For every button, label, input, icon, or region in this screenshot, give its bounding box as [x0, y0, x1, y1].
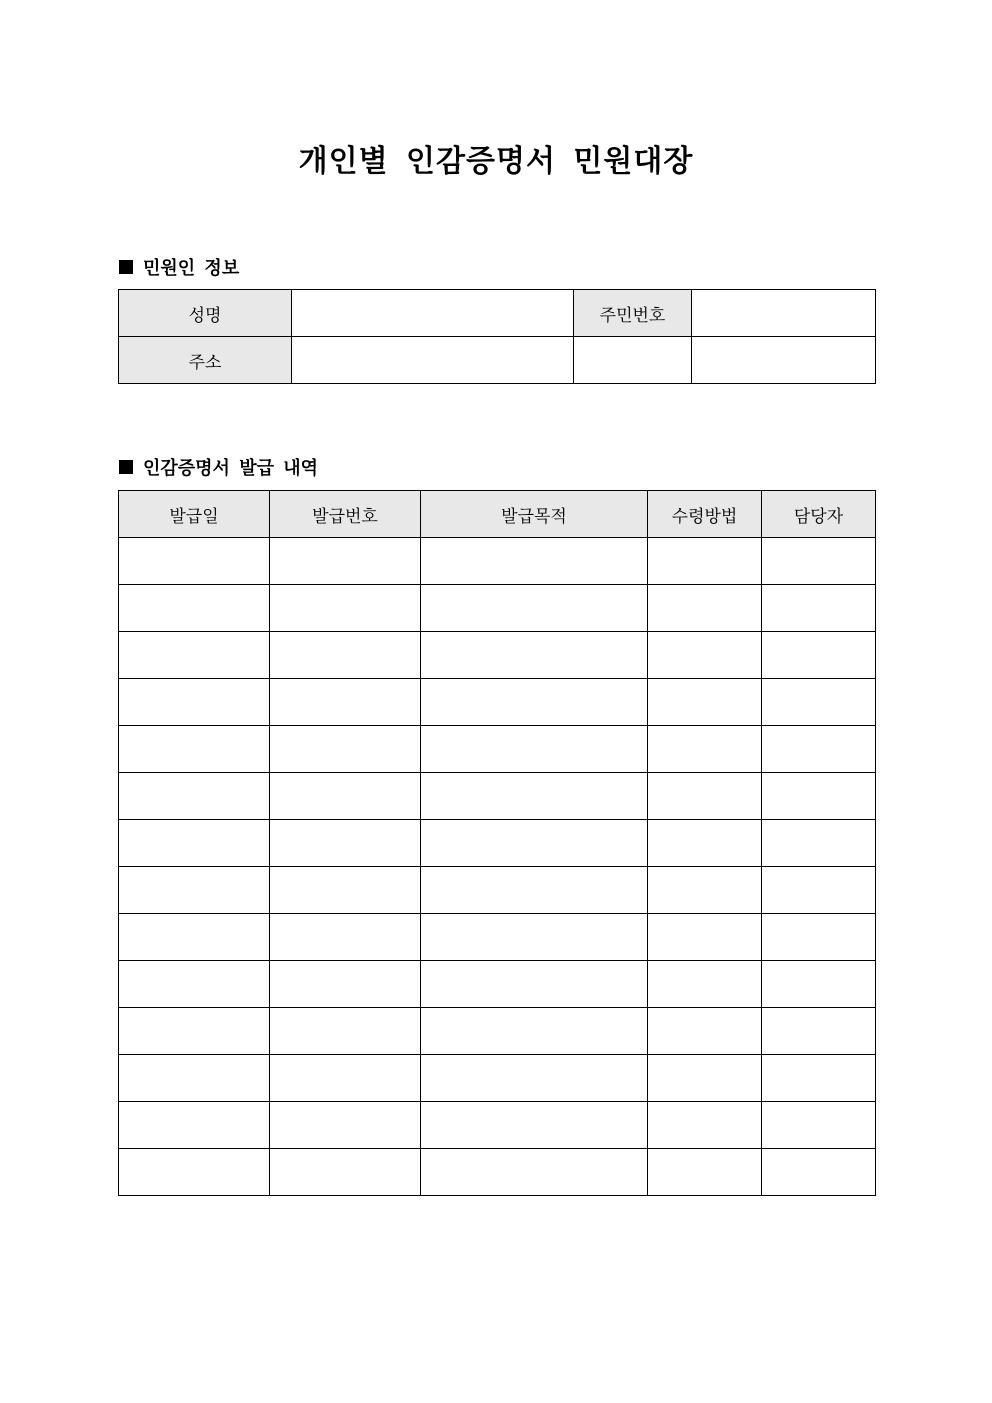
- issue-date-cell[interactable]: [119, 1008, 270, 1055]
- staff-cell[interactable]: [762, 914, 876, 961]
- staff-cell[interactable]: [762, 820, 876, 867]
- receipt-method-cell[interactable]: [648, 773, 762, 820]
- issue-number-cell[interactable]: [270, 820, 421, 867]
- staff-cell[interactable]: [762, 726, 876, 773]
- receipt-method-cell[interactable]: [648, 679, 762, 726]
- table-row: [119, 337, 876, 384]
- table-row: [119, 538, 876, 585]
- table-row: [119, 632, 876, 679]
- section-heading-issuance-label: 인감증명서 발급 내역: [143, 458, 319, 479]
- column-header-issue-number: 발급번호: [270, 491, 421, 538]
- receipt-method-cell[interactable]: [648, 726, 762, 773]
- receipt-method-cell[interactable]: [648, 538, 762, 585]
- issuance-table-body: [119, 538, 876, 1196]
- purpose-cell[interactable]: [421, 632, 648, 679]
- receipt-method-cell[interactable]: [648, 1102, 762, 1149]
- table-row: [119, 1149, 876, 1196]
- purpose-cell[interactable]: [421, 867, 648, 914]
- address-field[interactable]: [292, 337, 574, 384]
- purpose-cell[interactable]: [421, 914, 648, 961]
- issue-date-cell[interactable]: [119, 1055, 270, 1102]
- issue-number-cell[interactable]: [270, 632, 421, 679]
- issue-date-cell[interactable]: [119, 538, 270, 585]
- staff-cell[interactable]: [762, 1149, 876, 1196]
- table-row: [119, 1055, 876, 1102]
- issue-number-cell[interactable]: [270, 914, 421, 961]
- purpose-cell[interactable]: [421, 726, 648, 773]
- purpose-cell[interactable]: [421, 820, 648, 867]
- issue-date-cell[interactable]: [119, 1149, 270, 1196]
- issue-number-cell[interactable]: [270, 867, 421, 914]
- table-row: [119, 290, 876, 337]
- section-heading-applicant-label: 민원인 정보: [143, 258, 240, 279]
- name-field[interactable]: [292, 290, 574, 337]
- table-row: [119, 726, 876, 773]
- column-header-staff: 담당자: [762, 491, 876, 538]
- document-title: 개인별 인감증명서 민원대장: [298, 144, 694, 179]
- issue-number-cell[interactable]: [270, 585, 421, 632]
- issue-date-cell[interactable]: [119, 773, 270, 820]
- issue-date-cell[interactable]: [119, 726, 270, 773]
- section-heading-applicant: [119, 254, 239, 280]
- issue-date-cell[interactable]: [119, 632, 270, 679]
- issue-date-cell[interactable]: [119, 867, 270, 914]
- purpose-cell[interactable]: [421, 1008, 648, 1055]
- staff-cell[interactable]: [762, 1055, 876, 1102]
- issue-number-cell[interactable]: [270, 1008, 421, 1055]
- id-number-field[interactable]: [692, 290, 876, 337]
- table-header-row: [119, 491, 876, 538]
- issue-date-cell[interactable]: [119, 820, 270, 867]
- issue-date-cell[interactable]: [119, 585, 270, 632]
- staff-cell[interactable]: [762, 538, 876, 585]
- purpose-cell[interactable]: [421, 538, 648, 585]
- issue-number-cell[interactable]: [270, 726, 421, 773]
- table-row: [119, 679, 876, 726]
- column-header-receipt-method: 수령방법: [648, 491, 762, 538]
- purpose-cell[interactable]: [421, 585, 648, 632]
- issue-number-cell[interactable]: [270, 773, 421, 820]
- issue-number-cell[interactable]: [270, 679, 421, 726]
- id-number-label: 주민번호: [574, 290, 692, 337]
- purpose-cell[interactable]: [421, 679, 648, 726]
- issue-date-cell[interactable]: [119, 914, 270, 961]
- table-row: [119, 914, 876, 961]
- issue-date-cell[interactable]: [119, 961, 270, 1008]
- staff-cell[interactable]: [762, 679, 876, 726]
- receipt-method-cell[interactable]: [648, 632, 762, 679]
- staff-cell[interactable]: [762, 1102, 876, 1149]
- purpose-cell[interactable]: [421, 961, 648, 1008]
- staff-cell[interactable]: [762, 1008, 876, 1055]
- section-heading-issuance: [119, 454, 318, 480]
- receipt-method-cell[interactable]: [648, 914, 762, 961]
- column-header-issue-date: 발급일: [119, 491, 270, 538]
- table-row: [119, 820, 876, 867]
- issue-number-cell[interactable]: [270, 961, 421, 1008]
- issue-number-cell[interactable]: [270, 1102, 421, 1149]
- issuance-history-table: [118, 490, 876, 1196]
- issue-date-cell[interactable]: [119, 679, 270, 726]
- receipt-method-cell[interactable]: [648, 820, 762, 867]
- table-row: [119, 585, 876, 632]
- receipt-method-cell[interactable]: [648, 1008, 762, 1055]
- issue-number-cell[interactable]: [270, 538, 421, 585]
- purpose-cell[interactable]: [421, 1149, 648, 1196]
- purpose-cell[interactable]: [421, 1055, 648, 1102]
- table-row: [119, 961, 876, 1008]
- issue-number-cell[interactable]: [270, 1149, 421, 1196]
- address-label: 주소: [119, 337, 292, 384]
- receipt-method-cell[interactable]: [648, 961, 762, 1008]
- issue-number-cell[interactable]: [270, 1055, 421, 1102]
- purpose-cell[interactable]: [421, 1102, 648, 1149]
- staff-cell[interactable]: [762, 585, 876, 632]
- receipt-method-cell[interactable]: [648, 585, 762, 632]
- table-row: [119, 1102, 876, 1149]
- staff-cell[interactable]: [762, 632, 876, 679]
- receipt-method-cell[interactable]: [648, 1055, 762, 1102]
- blank-cell[interactable]: [692, 337, 876, 384]
- black-square-icon: [119, 460, 133, 474]
- issue-date-cell[interactable]: [119, 1102, 270, 1149]
- staff-cell[interactable]: [762, 961, 876, 1008]
- applicant-info-table: [118, 289, 876, 384]
- purpose-cell[interactable]: [421, 773, 648, 820]
- table-row: [119, 773, 876, 820]
- column-header-purpose: 발급목적: [421, 491, 648, 538]
- table-row: [119, 1008, 876, 1055]
- name-label: 성명: [119, 290, 292, 337]
- staff-cell[interactable]: [762, 867, 876, 914]
- blank-cell[interactable]: [574, 337, 692, 384]
- staff-cell[interactable]: [762, 773, 876, 820]
- black-square-icon: [119, 260, 133, 274]
- receipt-method-cell[interactable]: [648, 867, 762, 914]
- receipt-method-cell[interactable]: [648, 1149, 762, 1196]
- table-row: [119, 867, 876, 914]
